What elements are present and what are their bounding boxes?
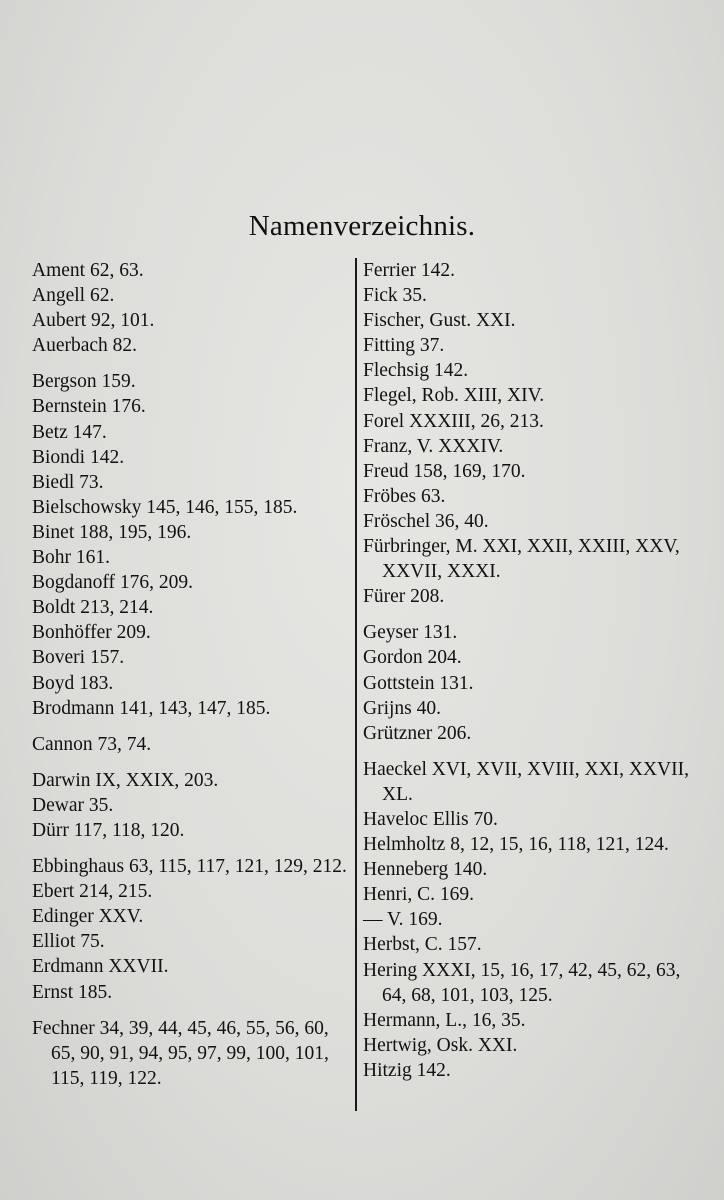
index-entry: Fick 35. [363, 285, 427, 307]
index-entry: Bernstein 176. [32, 396, 146, 418]
index-entry: Dürr 117, 118, 120. [32, 819, 185, 841]
index-entry: Boveri 157. [32, 647, 125, 669]
index-entry: Fürbringer, M. XXI, XXII, XXIII, XXV, XXVII, XXXI. [363, 536, 680, 583]
index-entry: Flegel, Rob. XIII, XIV. [363, 385, 545, 407]
index-entry: Freud 158, 169, 170. [363, 460, 526, 482]
index-entry: Edinger XXV. [32, 906, 144, 928]
index-entry: Fischer, Gust. XXI. [363, 310, 516, 332]
index-entry: Ebbinghaus 63, 115, 117, 121, 129, 212. [32, 856, 347, 878]
index-entry: Ernst 185. [32, 981, 113, 1003]
index-entry: Auerbach 82. [32, 335, 138, 357]
index-entry: Cannon 73, 74. [32, 733, 152, 755]
index-entry: Grützner 206. [363, 722, 472, 744]
index-entry: Geyser 131. [363, 622, 458, 644]
index-entry: Brodmann 141, 143, 147, 185. [32, 697, 271, 719]
index-entry: Hermann, L., 16, 35. [363, 1009, 526, 1031]
index-entry: Biondi 142. [32, 446, 125, 468]
index-entry: Haeckel XVI, XVII, XVIII, XXI, XXVII, XL. [363, 758, 689, 805]
index-entry: Angell 62. [32, 285, 115, 307]
index-entry: Fröbes 63. [363, 485, 446, 507]
index-entry: Fröschel 36, 40. [363, 510, 489, 532]
index-entry: Boldt 213, 214. [32, 597, 154, 619]
index-entry: Binet 188, 195, 196. [32, 521, 192, 543]
index-entry: — V. 169. [363, 909, 443, 931]
index-entry: Hertwig, Osk. XXI. [363, 1034, 518, 1056]
index-entry: Gottstein 131. [363, 672, 474, 694]
index-entry: Hitzig 142. [363, 1059, 451, 1081]
index-entry: Bielschowsky 145, 146, 155, 185. [32, 496, 298, 518]
section-gap [32, 1005, 354, 1016]
index-entry: Henri, C. 169. [363, 884, 475, 906]
page-title: Namenverzeichnis. [248, 210, 476, 242]
index-column-right [363, 258, 708, 1083]
index-entry: Bonhöffer 209. [32, 622, 151, 644]
index-entry: Ebert 214, 215. [32, 881, 153, 903]
index-entry: Bergson 159. [32, 371, 136, 393]
index-entry: Betz 147. [32, 421, 107, 443]
index-entry: Haveloc Ellis 70. [363, 808, 498, 830]
section-gap [32, 843, 354, 854]
section-gap [32, 358, 354, 369]
index-entry: Biedl 73. [32, 471, 104, 493]
index-entry: Fürer 208. [363, 586, 445, 608]
index-entry: Dewar 35. [32, 794, 114, 816]
index-entry: Fechner 34, 39, 44, 45, 46, 55, 56, 60, 65, 90, 91, 94, 95, 97, 99, 100, 101, 115, 119, 122. [32, 1017, 329, 1089]
section-gap [32, 721, 354, 732]
index-entry: Ament 62, 63. [32, 260, 144, 281]
index-entry: Erdmann XXVII. [32, 956, 169, 978]
index-entry: Henneberg 140. [363, 859, 488, 881]
index-entry: Flechsig 142. [363, 360, 469, 382]
index-entry: Fitting 37. [363, 335, 445, 357]
index-entry: Helmholtz 8, 12, 15, 16, 118, 121, 124. [363, 834, 669, 856]
section-gap [363, 746, 708, 757]
index-entry: Darwin IX, XXIX, 203. [32, 769, 219, 791]
section-gap [363, 609, 708, 620]
index-entry: Grijns 40. [363, 697, 441, 719]
column-divider [355, 258, 357, 1111]
index-entry: Boyd 183. [32, 672, 114, 694]
index-entry: Herbst, C. 157. [363, 934, 482, 956]
index-entry: Ferrier 142. [363, 260, 456, 281]
index-entry: Gordon 204. [363, 647, 462, 669]
index-entry: Bohr 161. [32, 547, 110, 569]
index-entry: Bogdanoff 176, 209. [32, 572, 194, 594]
index-entry: Franz, V. XXXIV. [363, 435, 504, 457]
index-entry: Aubert 92, 101. [32, 310, 155, 332]
index-entry: Forel XXXIII, 26, 213. [363, 410, 544, 432]
index-column-left [32, 258, 354, 1091]
index-entry: Elliot 75. [32, 931, 105, 953]
section-gap [32, 757, 354, 768]
index-entry: Hering XXXI, 15, 16, 17, 42, 45, 62, 63, 64, 68, 101, 103, 125. [363, 959, 681, 1006]
